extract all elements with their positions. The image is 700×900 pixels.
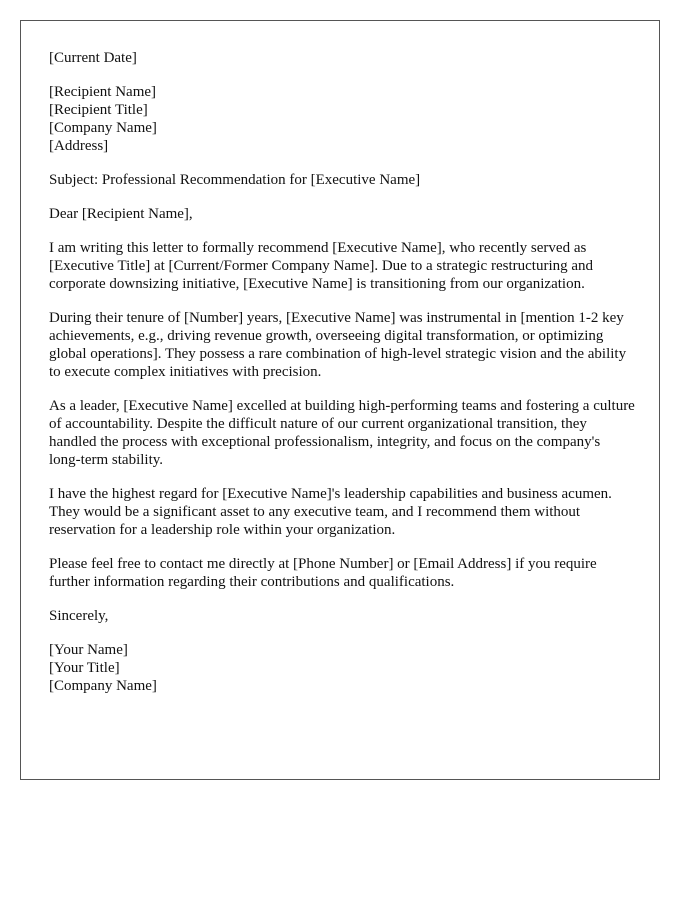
recipient-title: [Recipient Title] xyxy=(49,102,148,118)
recipient-company: [Company Name] xyxy=(49,120,157,136)
letter-body xyxy=(49,49,635,711)
paragraph: During their tenure of [Number] years, [Executive Name] was instrumental in [mention 1-2 key achievements, e.g., driving revenue growth, overseeing digital transformation, or optimizing global operations]. They possess a rare combination of high-level strategic vision and the ability to execute complex initiatives with precision. xyxy=(49,310,627,380)
paragraph: Please feel free to contact me directly at [Phone Number] or [Email Address] if you require further information regarding their contributions and qualifications. xyxy=(49,556,597,590)
signature-company: [Company Name] xyxy=(49,678,157,694)
letter-salutation: Dear [Recipient Name], xyxy=(49,206,193,222)
recipient-name: [Recipient Name] xyxy=(49,84,157,100)
letter-closing: Sincerely, xyxy=(49,608,109,624)
paragraph: I have the highest regard for [Executive Name]'s leadership capabilities and business acumen. They would be a significant asset to any executive team, and I recommend them without reservation for a leadership role within your organization. xyxy=(49,486,612,538)
letter-page xyxy=(20,20,660,780)
paragraph: As a leader, [Executive Name] excelled at building high-performing teams and fostering a culture of accountability. Despite the difficult nature of our current organizational transition, they handled the process with exceptional professionalism, integrity, and focus on the company's long-term stability. xyxy=(49,398,635,468)
recipient-block xyxy=(49,83,635,155)
letter-subject: Subject: Professional Recommendation for [Executive Name] xyxy=(49,172,421,188)
letter-date: [Current Date] xyxy=(49,50,137,66)
recipient-address: [Address] xyxy=(49,138,109,154)
signature-title: [Your Title] xyxy=(49,660,120,676)
paragraph: I am writing this letter to formally recommend [Executive Name], who recently served as [Executive Title] at [Current/Former Company Name]. Due to a strategic restructuring and corporate downsizing initiative, [Executive Name] is transitioning from our organization. xyxy=(49,240,594,292)
signature-name: [Your Name] xyxy=(49,642,128,658)
signature-block xyxy=(49,641,635,695)
